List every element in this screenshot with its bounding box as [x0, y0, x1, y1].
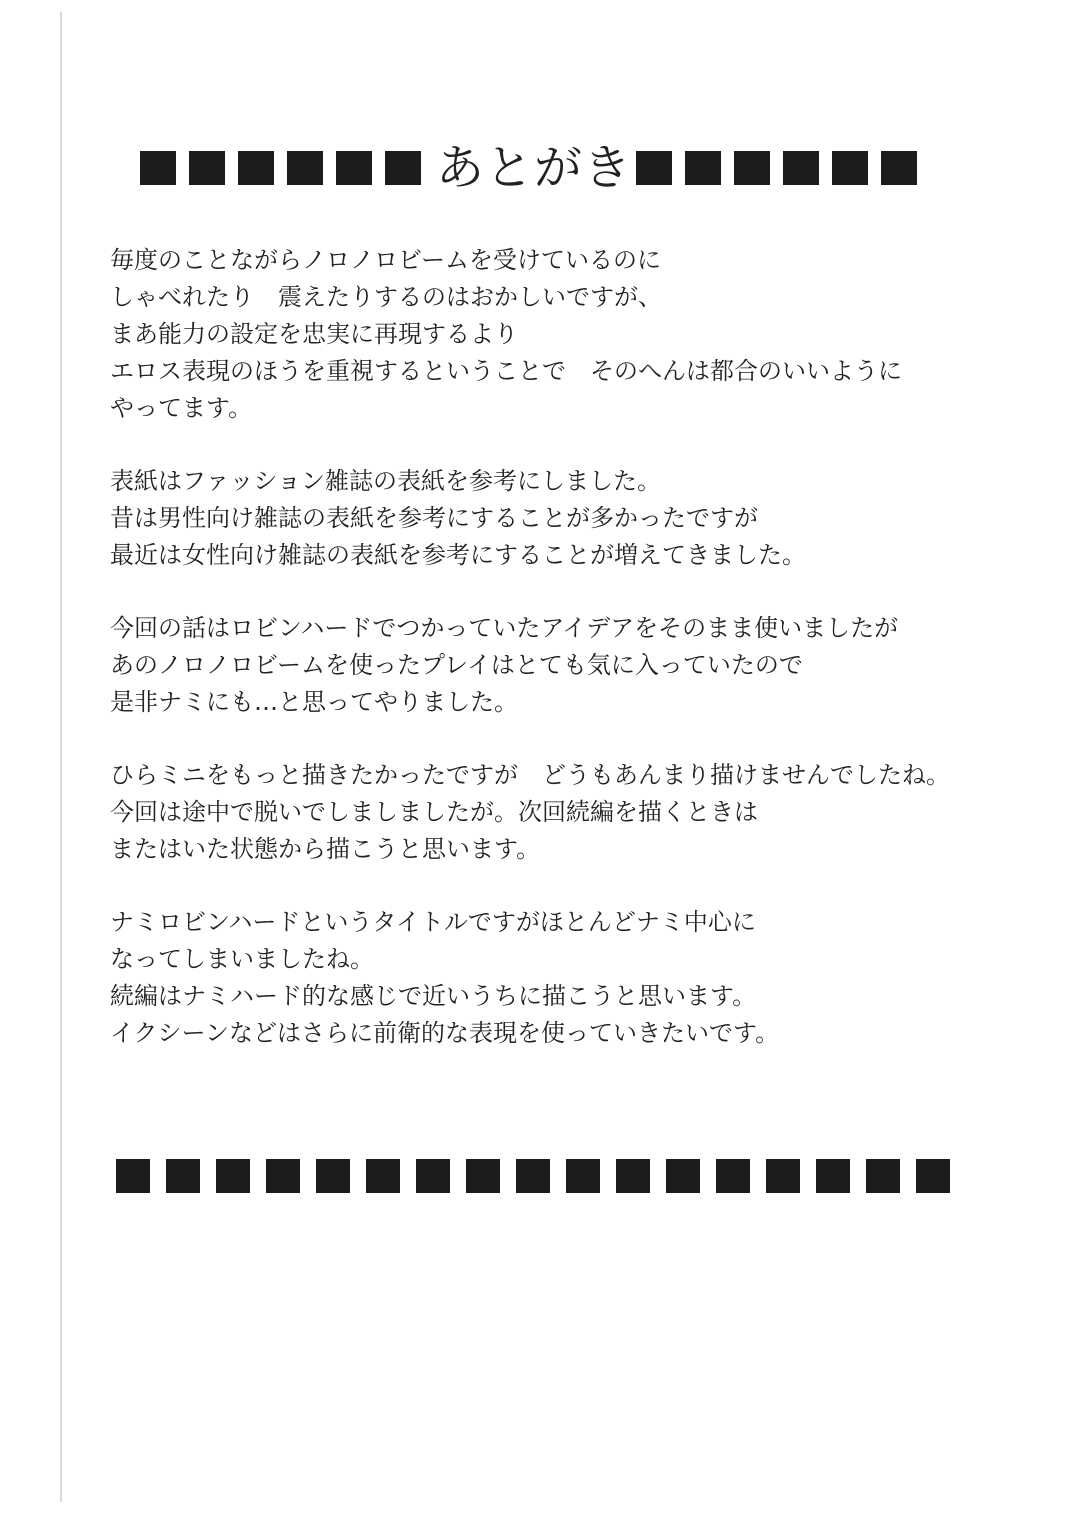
title-square [636, 151, 672, 185]
title-square [287, 151, 323, 185]
text-line: 昔は男性向け雑誌の表紙を参考にすることが多かったですが [110, 504, 758, 532]
paragraph [110, 463, 1030, 574]
text-line: やってます。 [110, 394, 253, 422]
footer-square [116, 1159, 150, 1193]
footer-square [566, 1159, 600, 1193]
text-line: ひらミニをもっと描きたかったですが どうもあんまり描けませんでしたね。 [110, 761, 950, 789]
title-square [238, 151, 274, 185]
footer-square [316, 1159, 350, 1193]
afterword-body [110, 242, 1030, 1088]
title-square [685, 151, 721, 185]
paragraph [110, 904, 1030, 1052]
text-line: 今回の話はロビンハードでつかっていたアイデアをそのまま使いましたが [110, 614, 899, 642]
text-line: あのノロノロビームを使ったプレイはとても気に入っていたので [110, 651, 803, 679]
title-square [881, 151, 917, 185]
footer-square [866, 1159, 900, 1193]
text-line: 表紙はファッション雑誌の表紙を参考にしました。 [110, 467, 662, 495]
paragraph [110, 757, 1030, 868]
text-line: 毎度のことながらノロノロビームを受けているのに [110, 246, 662, 274]
footer-square [516, 1159, 550, 1193]
footer-square [266, 1159, 300, 1193]
footer-square [666, 1159, 700, 1193]
title-square [385, 151, 421, 185]
text-line: 続編はナミハード的な感じで近いうちに描こうと思います。 [110, 982, 757, 1010]
footer-divider [116, 1158, 956, 1194]
text-line: まあ能力の設定を忠実に再現するより [110, 320, 518, 348]
text-line: 今回は途中で脱いでしましましたが。次回続編を描くときは [110, 798, 758, 826]
title-square [734, 151, 770, 185]
text-line: なってしまいましたね。 [110, 945, 374, 973]
footer-square [766, 1159, 800, 1193]
footer-square [466, 1159, 500, 1193]
footer-square [716, 1159, 750, 1193]
text-line: イクシーンなどはさらに前衛的な表現を使っていきたいです。 [110, 1019, 780, 1047]
text-line: 是非ナミにも…と思ってやりました。 [110, 688, 518, 716]
footer-square [816, 1159, 850, 1193]
paragraph [110, 610, 1030, 721]
text-line: しゃべれたり 震えたりするのはおかしいですが、 [110, 283, 662, 311]
footer-square [916, 1159, 950, 1193]
title-row [140, 138, 930, 198]
page-edge [60, 12, 62, 1502]
paragraph [110, 242, 1030, 427]
title-square [336, 151, 372, 185]
title-square [783, 151, 819, 185]
text-line: 最近は女性向け雑誌の表紙を参考にすることが増えてきました。 [110, 541, 806, 569]
footer-square [366, 1159, 400, 1193]
text-line: ナミロビンハードというタイトルですがほとんどナミ中心に [110, 908, 756, 936]
title-square [189, 151, 225, 185]
page-title: あとがき [436, 140, 633, 196]
footer-square [216, 1159, 250, 1193]
text-line: エロス表現のほうを重視するということで そのへんは都合のいいように [110, 357, 902, 385]
footer-square [416, 1159, 450, 1193]
footer-square [166, 1159, 200, 1193]
footer-square [616, 1159, 650, 1193]
text-line: またはいた状態から描こうと思います。 [110, 835, 541, 863]
title-square [140, 151, 176, 185]
title-square [832, 151, 868, 185]
